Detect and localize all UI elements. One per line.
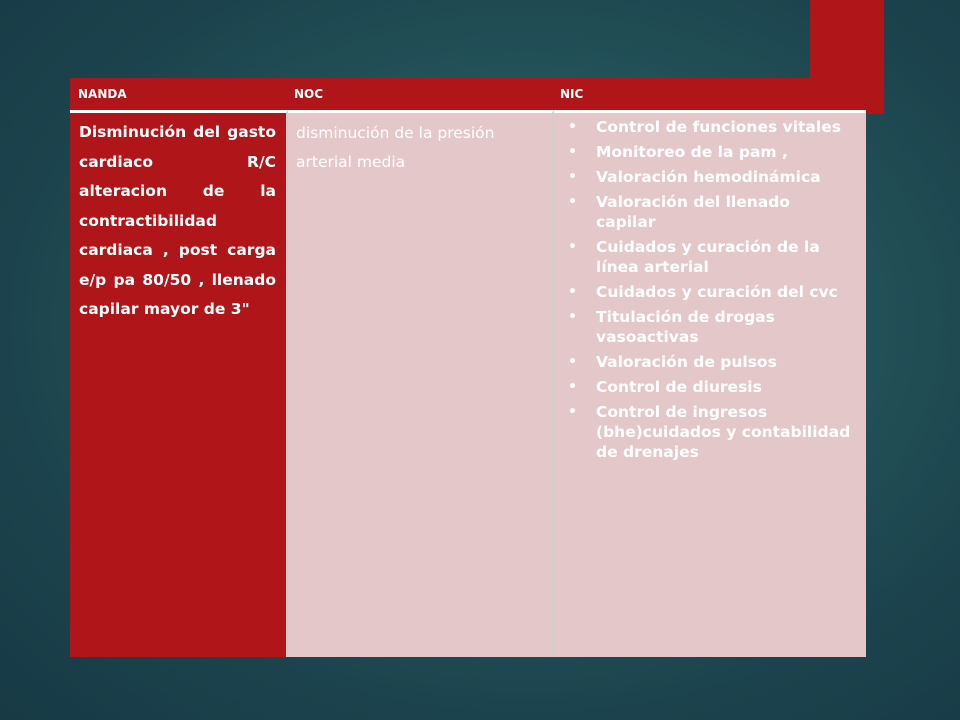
nic-item-text: Cuidados y curación de la línea arterial [596, 238, 820, 276]
list-item [562, 117, 852, 137]
nic-cell [554, 110, 866, 657]
nic-item-text: Valoración de pulsos [596, 353, 777, 371]
nanda-cell [70, 110, 288, 657]
list-item [562, 307, 852, 347]
bullet-icon: • [568, 284, 577, 300]
list-item [562, 402, 852, 462]
nic-item-text: Control de ingresos (bhe)cuidados y contabilidad de drenajes [596, 403, 851, 461]
bullet-icon: • [568, 309, 577, 325]
list-item [562, 167, 852, 187]
nic-item-text: Control de diuresis [596, 378, 762, 396]
bullet-icon: • [568, 194, 577, 210]
nic-item-text: Monitoreo de la pam , [596, 143, 788, 161]
nic-item-text: Titulación de drogas vasoactivas [596, 308, 775, 346]
bullet-icon: • [568, 354, 577, 370]
list-item [562, 282, 852, 302]
noc-outcome-text: disminución de la presión arterial media [296, 124, 495, 171]
noc-cell [288, 110, 554, 657]
list-item [562, 377, 852, 397]
nic-intervention-list [554, 113, 866, 462]
nanda-diagnosis-text: Disminución del gasto cardiaco R/C alteracion de la contractibilidad cardiaca , post carga e/p pa 80/50 , llenado capilar mayor de 3" [79, 123, 276, 318]
nic-item-text: Valoración del llenado capilar [596, 193, 790, 231]
list-item [562, 192, 852, 232]
header-nic: NIC [560, 87, 584, 101]
bullet-icon: • [568, 119, 577, 135]
table-header-row [70, 78, 866, 110]
list-item [562, 237, 852, 277]
list-item [562, 142, 852, 162]
bullet-icon: • [568, 239, 577, 255]
header-nanda: NANDA [78, 87, 127, 101]
nursing-care-table [70, 78, 866, 656]
list-item [562, 352, 852, 372]
bullet-icon: • [568, 404, 577, 420]
nic-item-text: Valoración hemodinámica [596, 168, 821, 186]
bullet-icon: • [568, 169, 577, 185]
bullet-icon: • [568, 144, 577, 160]
bullet-icon: • [568, 379, 577, 395]
nic-item-text: Cuidados y curación del cvc [596, 283, 838, 301]
nic-item-text: Control de funciones vitales [596, 118, 841, 136]
header-noc: NOC [294, 87, 324, 101]
